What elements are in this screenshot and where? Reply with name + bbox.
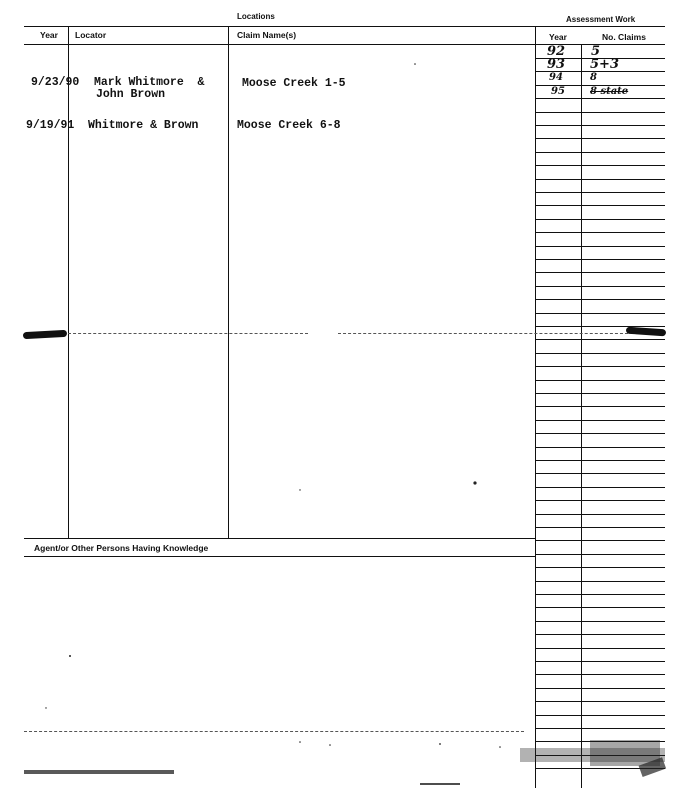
assessment-claims: 5+3 <box>590 57 619 72</box>
location-claims: Moose Creek 6-8 <box>237 119 341 132</box>
assessment-year: 94 <box>549 72 563 83</box>
claim-names-column-header: Claim Name(s) <box>237 30 297 40</box>
location-year: 9/19/91 <box>26 119 75 132</box>
location-locator: Whitmore & Brown <box>88 119 199 132</box>
location-locator: Mark Whitmore & <box>94 76 205 89</box>
assessment-year: 95 <box>551 86 565 97</box>
locations-header: Locations <box>237 12 275 21</box>
agent-section-header: Agent/or Other Persons Having Knowledge <box>34 543 209 553</box>
location-year: 9/23/90 <box>31 76 80 89</box>
assessment-claims: 8 state <box>590 86 629 97</box>
location-locator-line2: John Brown <box>96 88 166 101</box>
location-claims: Moose Creek 1-5 <box>242 77 346 90</box>
assessment-year: 92 <box>547 44 566 59</box>
aw-year-column-header: Year <box>549 32 567 42</box>
aw-no-claims-column-header: No. Claims <box>602 32 646 42</box>
assessment-claims: 5 <box>591 44 601 59</box>
locator-column-header: Locator <box>75 30 107 40</box>
assessment-work-header: Assessment Work <box>566 15 636 24</box>
assessment-year: 93 <box>547 57 566 72</box>
assessment-claims: 8 <box>590 72 597 83</box>
year-column-header: Year <box>40 30 58 40</box>
